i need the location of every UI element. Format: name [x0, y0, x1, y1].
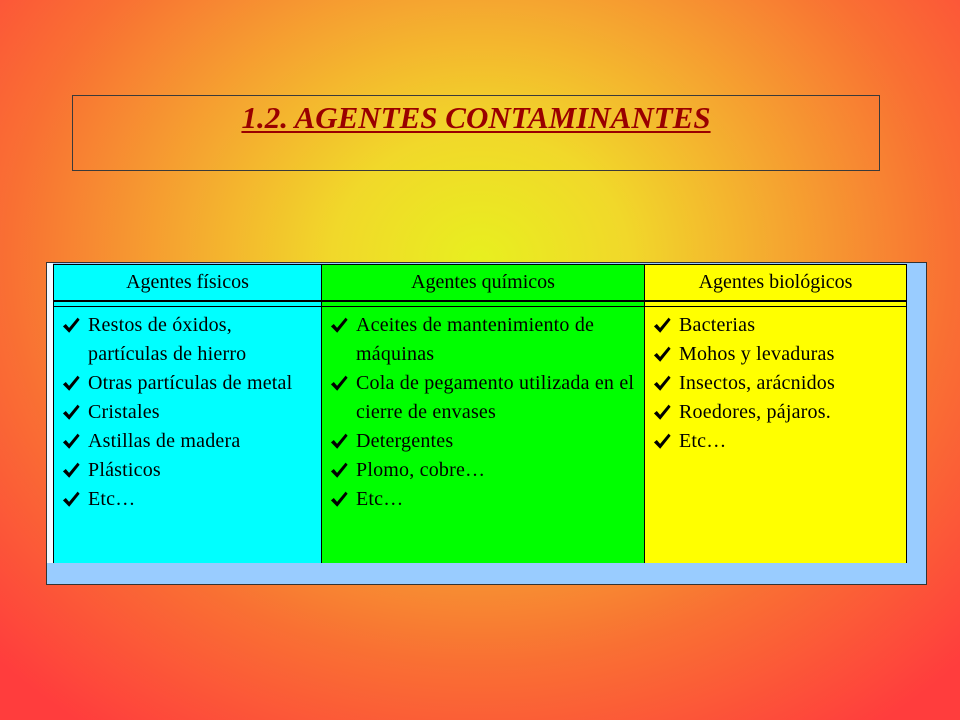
item-text: Restos de óxidos, — [88, 314, 232, 336]
list-item — [54, 427, 321, 456]
agents-table-panel — [46, 262, 927, 585]
check-icon — [62, 316, 80, 334]
list-item — [645, 398, 906, 427]
slide-title: 1.2. AGENTES CONTAMINANTES — [241, 100, 711, 135]
check-icon — [330, 316, 348, 334]
item-text: Bacterias — [679, 314, 756, 336]
list-item — [54, 369, 321, 398]
column-header: Agentes químicos — [322, 265, 644, 302]
column-biological-agents — [644, 265, 906, 563]
item-text: Etc… — [356, 488, 404, 510]
item-text: Etc… — [88, 488, 136, 510]
item-text: Astillas de madera — [88, 430, 241, 452]
item-text: Cola de pegamento utilizada en el — [356, 372, 635, 394]
item-text: Plomo, cobre… — [356, 459, 486, 481]
check-icon — [653, 403, 671, 421]
check-icon — [653, 345, 671, 363]
list-item — [645, 369, 906, 398]
check-icon — [330, 461, 348, 479]
list-item — [322, 427, 644, 456]
check-icon — [330, 490, 348, 508]
list-item — [645, 311, 906, 340]
item-text: Plásticos — [88, 459, 161, 481]
check-icon — [653, 432, 671, 450]
item-text-continued: partículas de hierro — [88, 343, 247, 365]
check-icon — [653, 374, 671, 392]
list-item — [322, 369, 644, 427]
column-body — [54, 306, 321, 514]
column-chemical-agents — [321, 265, 644, 563]
title-box — [72, 95, 880, 171]
item-text-continued: máquinas — [356, 343, 435, 365]
check-icon — [330, 432, 348, 450]
list-item — [54, 456, 321, 485]
list-item — [54, 485, 321, 514]
column-body — [322, 306, 644, 514]
list-item — [322, 311, 644, 369]
list-item — [645, 340, 906, 369]
item-text: Roedores, pájaros. — [679, 401, 831, 423]
item-text: Cristales — [88, 401, 160, 423]
check-icon — [62, 374, 80, 392]
list-item — [645, 427, 906, 456]
list-item — [322, 485, 644, 514]
list-item — [54, 311, 321, 369]
agents-table — [53, 264, 907, 563]
column-body — [645, 306, 906, 456]
check-icon — [62, 490, 80, 508]
item-text: Aceites de mantenimiento de — [356, 314, 595, 336]
check-icon — [653, 316, 671, 334]
item-text: Insectos, arácnidos — [679, 372, 835, 394]
item-text: Otras partículas de metal — [88, 372, 293, 394]
item-text-continued: cierre de envases — [356, 401, 496, 423]
check-icon — [330, 374, 348, 392]
column-header: Agentes físicos — [54, 265, 321, 302]
item-text: Detergentes — [356, 430, 454, 452]
check-icon — [62, 403, 80, 421]
item-text: Etc… — [679, 430, 727, 452]
check-icon — [62, 461, 80, 479]
list-item — [322, 456, 644, 485]
column-header: Agentes biológicos — [645, 265, 906, 302]
item-text: Mohos y levaduras — [679, 343, 835, 365]
list-item — [54, 398, 321, 427]
check-icon — [62, 432, 80, 450]
column-physical-agents — [53, 265, 321, 563]
